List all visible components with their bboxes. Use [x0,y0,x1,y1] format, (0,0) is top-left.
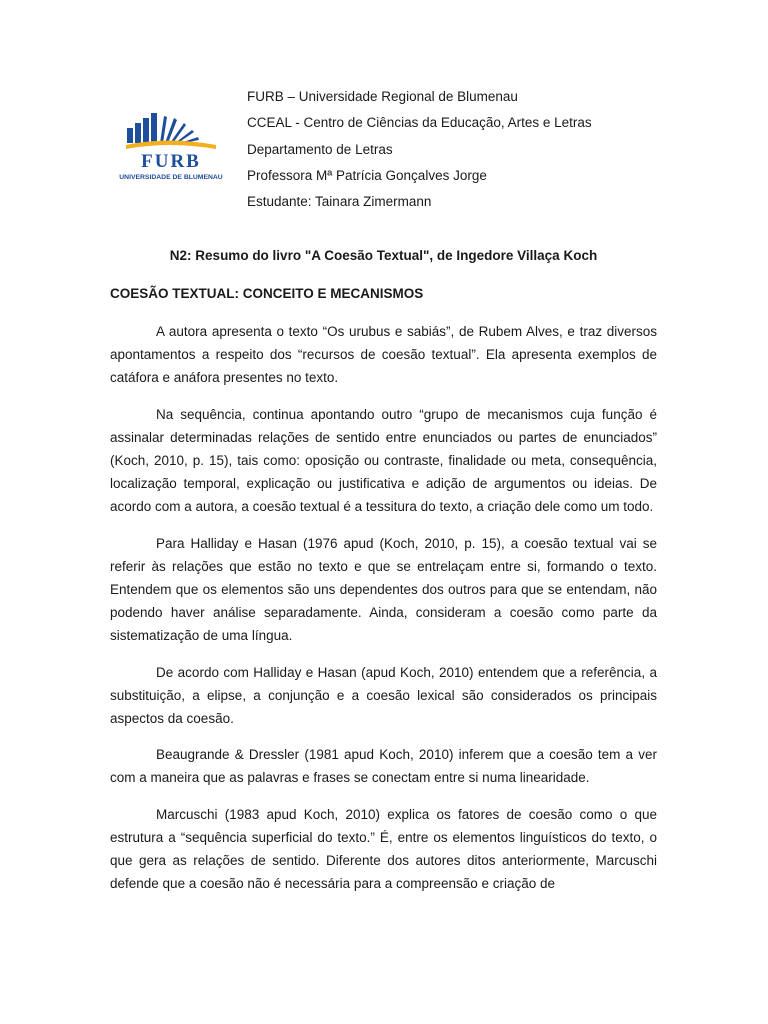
header-university: FURB – Universidade Regional de Blumenau [247,89,518,104]
header-center: CCEAL - Centro de Ciências da Educação, Artes e Letras [247,115,592,131]
logo-bar [143,118,149,143]
logo-text: FURB [141,151,201,172]
paragraph: Marcuschi (1983 apud Koch, 2010) explica os fatores de coesão como o que estrutura a “sequência superficial do texto.” É, entre os elementos linguísticos do texto, o que gera as relações de sentido. Diferente dos autores ditos anteriormente, Marcuschi defende que a coesão não é necessária para a compreensão e criação de [110,806,657,892]
paragraph: De acordo com Halliday e Hasan (apud Koch, 2010) entendem que a referência, a substituição, a elipse, a conjunção e a coesão lexical são considerados os principais aspectos da coesão. [110,664,657,727]
section-heading: COESÃO TEXTUAL: CONCEITO E MECANISMOS [110,286,424,301]
logo-bar [135,123,141,143]
paragraph: Beaugrande & Dressler (1981 apud Koch, 2010) inferem que a coesão tem a ver com a maneira que as palavras e frases se conectam entre si numa linearidade. [110,747,657,786]
furb-logo [118,110,226,184]
logo-ray [160,116,167,143]
header-department: Departamento de Letras [247,141,393,157]
logo-subtext: UNIVERSIDADE DE BLUMENAU [119,174,223,181]
logo-bar [127,128,133,143]
header-professor: Professora Mª Patrícia Gonçalves Jorge [247,167,487,183]
document-body [110,320,657,908]
paragraph: A autora apresenta o texto “Os urubus e sabiás”, de Rubem Alves, e traz diversos apontamentos a respeito dos “recursos de coesão textual”. Ela apresenta exemplos de catáfora e anáfora presentes no texto. [110,324,657,386]
paragraph: Para Halliday e Hasan (1976 apud (Koch, 2010, p. 15), a coesão textual vai se referir às relações que estão no texto e que se entrelaçam entre si, formando o texto. Entendem que os elementos são uns dependentes dos outros para que se entendam, não podendo haver análise separadamente. Ainda, consideram a coesão como parte da sistematização de uma língua. [110,535,657,644]
institution-header [247,84,707,215]
furb-logo-graphic [118,110,226,184]
header-student: Estudante: Tainara Zimermann [247,194,432,210]
paragraph: Na sequência, continua apontando outro “grupo de mecanismos cuja função é assinalar determinadas relações de sentido entre enunciados ou partes de enunciados” (Koch, 2010, p. 15), tais como: oposição ou contraste, finalidade ou meta, consequência, localização temporal, explicação ou justificativa e adição de argumentos ou ideias. De acordo com a autora, a coesão textual é a tessitura do texto, a criação dele como um todo. [110,406,657,515]
logo-bar [151,113,157,143]
document-title: N2: Resumo do livro "A Coesão Textual", de Ingedore Villaça Koch [169,248,598,263]
